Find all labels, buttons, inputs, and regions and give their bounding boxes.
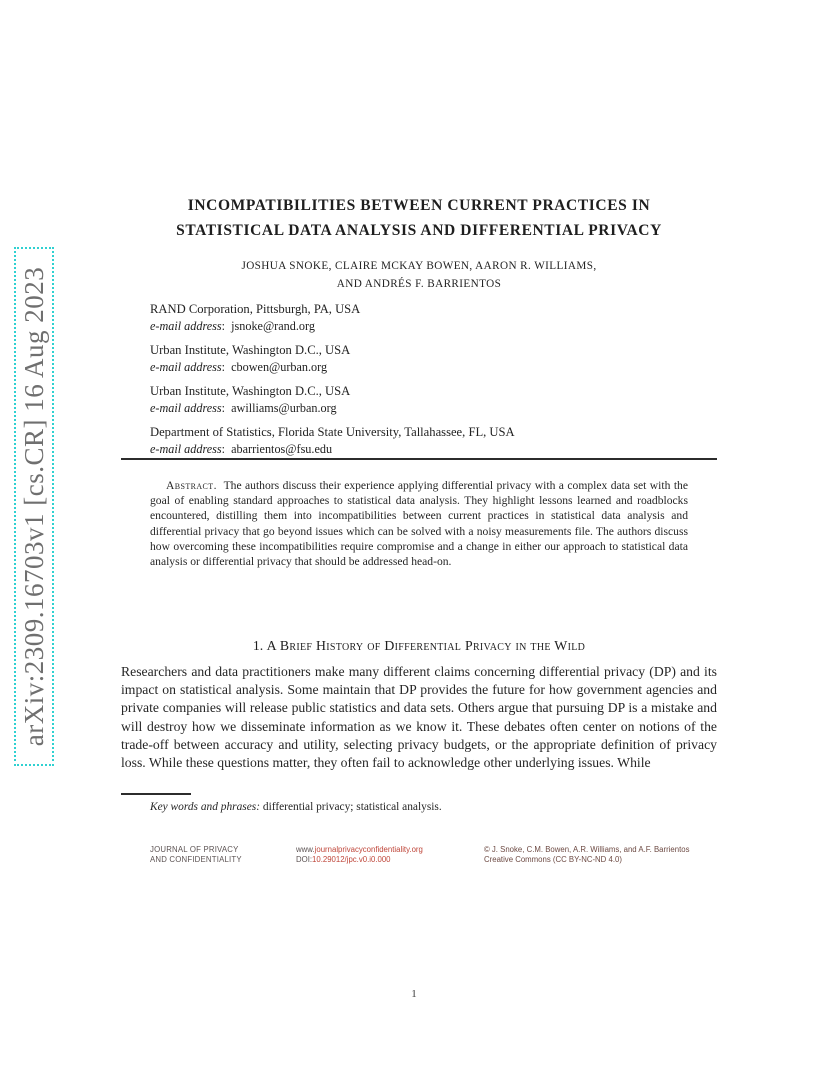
email-address: cbowen@urban.org [231, 360, 328, 374]
journal-url-link[interactable]: journalprivacyconfidentiality.org [314, 845, 423, 854]
arxiv-stamp-text: arXiv:2309.16703v1 [cs.CR] 16 Aug 2023 [18, 266, 49, 747]
abstract-section [150, 478, 688, 569]
abstract-paragraph [150, 478, 688, 569]
affiliation-institution: Department of Statistics, Florida State University, Tallahassee, FL, USA [150, 425, 515, 439]
email-address: abarrientos@fsu.edu [231, 442, 333, 456]
journal-footer [121, 845, 717, 875]
section-heading [121, 638, 717, 654]
email-label: e-mail address [150, 442, 222, 456]
copyright-notice [484, 845, 690, 864]
doi-prefix: DOI: [296, 854, 313, 864]
journal-name-line1: JOURNAL OF PRIVACY [150, 845, 239, 854]
affiliation-block [150, 383, 710, 417]
journal-name [150, 845, 242, 864]
keywords-text: differential privacy; statistical analysis. [262, 801, 442, 813]
author-list-line2: AND ANDRÉS F. BARRIENTOS [336, 278, 502, 290]
journal-doi-link[interactable]: 10.29012/jpc.v0.i0.000 [312, 854, 391, 864]
affiliation-block [150, 301, 710, 335]
page-content [121, 0, 717, 1072]
email-label: e-mail address [150, 319, 222, 333]
arxiv-stamp [14, 247, 54, 766]
keywords-label: Key words and phrases: [150, 801, 261, 813]
affiliation-email-line: e-mail address: abarrientos@fsu.edu [150, 442, 333, 456]
affiliation-institution: Urban Institute, Washington D.C., USA [150, 343, 351, 357]
affiliation-email-line: e-mail address: cbowen@urban.org [150, 360, 328, 374]
email-label: e-mail address [150, 401, 222, 415]
section-number: 1. [252, 638, 264, 653]
affiliation-block [150, 424, 710, 458]
paper-title [121, 193, 717, 243]
abstract-text: The authors discuss their experience applying differential privacy with a complex data set with the goal of enabling standard approaches to statistical data analysis. They highlight lessons learned and roadblocks encountered, distilling them into incompatibilities between current practices in statistical data analysis and differential privacy that go beyond issues which can be solved with a noisy measurements file. The authors discuss how overcoming these incompatibilities require compromise and a change in either our approach to statistical data analysis or differential privacy that should be addressed head-on. [150, 479, 689, 569]
journal-name-line2: AND CONFIDENTIALITY [150, 854, 242, 864]
affiliation-email-line: e-mail address: jsnoke@rand.org [150, 319, 315, 333]
copyright-line1: © J. Snoke, C.M. Bowen, A.R. Williams, and A.F. Barrientos [484, 845, 690, 854]
footnote-rule [121, 793, 191, 795]
paper-title-line1: INCOMPATIBILITIES BETWEEN CURRENT PRACTICES IN [187, 197, 651, 214]
page-number: 1 [411, 988, 417, 1000]
affiliations [150, 301, 710, 465]
abstract-divider-rule [121, 458, 717, 460]
url-prefix: www. [296, 845, 315, 854]
affiliation-institution: Urban Institute, Washington D.C., USA [150, 384, 351, 398]
affiliation-block [150, 342, 710, 376]
journal-doi-line [296, 855, 423, 865]
affiliation-email-line: e-mail address: awilliams@urban.org [150, 401, 337, 415]
author-list-line1: JOSHUA SNOKE, CLAIRE MCKAY BOWEN, AARON R. WILLIAMS, [241, 260, 597, 272]
section-heading-text: A Brief History of Differential Privacy in the Wild [266, 638, 586, 653]
abstract-label: Abstract. [166, 479, 217, 492]
body-paragraph [121, 663, 717, 772]
journal-links [296, 845, 423, 864]
journal-url-line [296, 845, 423, 855]
author-list [121, 257, 717, 293]
copyright-line2: Creative Commons (CC BY-NC-ND 4.0) [484, 854, 622, 864]
paper-title-line2: STATISTICAL DATA ANALYSIS AND DIFFERENTIAL PRIVACY [176, 222, 662, 239]
body-paragraph-text: Researchers and data practitioners make many different claims concerning differential privacy (DP) and its impact on statistical analysis. Some maintain that DP provides the future for how government agencies and private companies will release public statistics and data sets. Others argue that pursuing DP is a mistake and will destroy how we disseminate information as we know it. These debates often center on notions of the trade-off between accuracy and utility, selecting privacy budgets, or the appropriate definition of privacy loss. While these questions matter, they often fail to acknowledge other underlying issues. While [121, 664, 717, 771]
keywords-footnote [121, 801, 717, 813]
email-address: jsnoke@rand.org [231, 319, 315, 333]
email-label: e-mail address [150, 360, 222, 374]
affiliation-institution: RAND Corporation, Pittsburgh, PA, USA [150, 302, 361, 316]
email-address: awilliams@urban.org [231, 401, 337, 415]
